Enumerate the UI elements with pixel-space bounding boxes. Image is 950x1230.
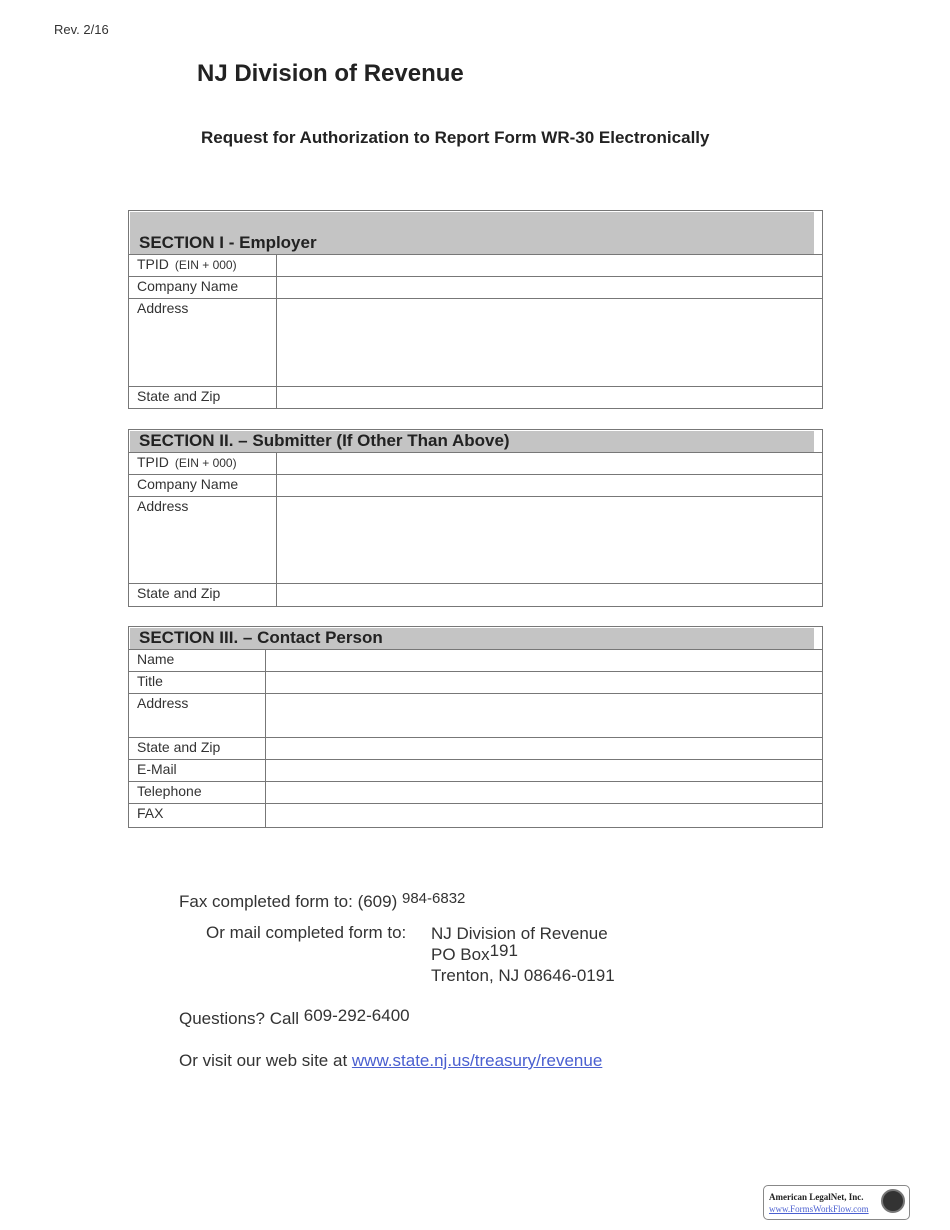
employer-tpid-field[interactable] xyxy=(277,255,822,276)
revision-label: Rev. 2/16 xyxy=(54,22,109,37)
submitter-address-field[interactable] xyxy=(277,497,822,583)
american-legalnet-badge xyxy=(763,1185,910,1220)
form-subtitle: Request for Authorization to Report Form WR-30 Electronically xyxy=(201,128,710,147)
company-name-label: Company Name xyxy=(129,475,277,496)
telephone-label: Telephone xyxy=(129,782,266,803)
questions-line: Questions? Call 609-292-6400 xyxy=(179,1006,410,1028)
tpid-label: TPID (EIN + 000) xyxy=(129,453,277,474)
contact-address-field[interactable] xyxy=(266,694,822,737)
company-name-label: Company Name xyxy=(129,277,277,298)
website-line: Or visit our web site at www.state.nj.us/treasury/revenue xyxy=(179,1051,603,1070)
section-header: SECTION II. – Submitter (If Other Than Above) xyxy=(130,431,814,452)
fax-label: FAX xyxy=(129,804,266,827)
badge-url[interactable]: www.FormsWorkFlow.com xyxy=(769,1204,869,1214)
state-zip-label: State and Zip xyxy=(129,584,277,606)
section-header: SECTION III. – Contact Person xyxy=(130,628,814,649)
page-title: NJ Division of Revenue xyxy=(197,60,464,87)
fax-instructions: Fax completed form to: (609) 984-6832 xyxy=(179,890,466,911)
section-contact xyxy=(128,626,823,828)
title-label: Title xyxy=(129,672,266,693)
contact-title-field[interactable] xyxy=(266,672,822,693)
submitter-tpid-field[interactable] xyxy=(277,453,822,474)
section-header: SECTION I - Employer xyxy=(130,212,814,254)
badge-company: American LegalNet, Inc. xyxy=(769,1192,864,1202)
state-zip-label: State and Zip xyxy=(129,387,277,408)
address-label: Address xyxy=(129,497,277,583)
submitter-state-zip-field[interactable] xyxy=(277,584,822,606)
section-submitter xyxy=(128,429,823,607)
name-label: Name xyxy=(129,650,266,671)
tpid-label: TPID (EIN + 000) xyxy=(129,255,277,276)
section-employer xyxy=(128,210,823,409)
mail-label: Or mail completed form to: xyxy=(206,923,407,942)
contact-telephone-field[interactable] xyxy=(266,782,822,803)
employer-address-field[interactable] xyxy=(277,299,822,386)
state-zip-label: State and Zip xyxy=(129,738,266,759)
employer-company-field[interactable] xyxy=(277,277,822,298)
employer-state-zip-field[interactable] xyxy=(277,387,822,408)
contact-email-field[interactable] xyxy=(266,760,822,781)
contact-name-field[interactable] xyxy=(266,650,822,671)
contact-fax-field[interactable] xyxy=(266,804,822,827)
globe-icon xyxy=(881,1189,905,1213)
website-link[interactable]: www.state.nj.us/treasury/revenue xyxy=(351,1051,603,1070)
address-label: Address xyxy=(129,694,266,737)
email-label: E-Mail xyxy=(129,760,266,781)
submitter-company-field[interactable] xyxy=(277,475,822,496)
address-label: Address xyxy=(129,299,277,386)
mail-address: NJ Division of Revenue PO Box191 Trenton, NJ 08646-0191 xyxy=(431,924,615,985)
contact-state-zip-field[interactable] xyxy=(266,738,822,759)
